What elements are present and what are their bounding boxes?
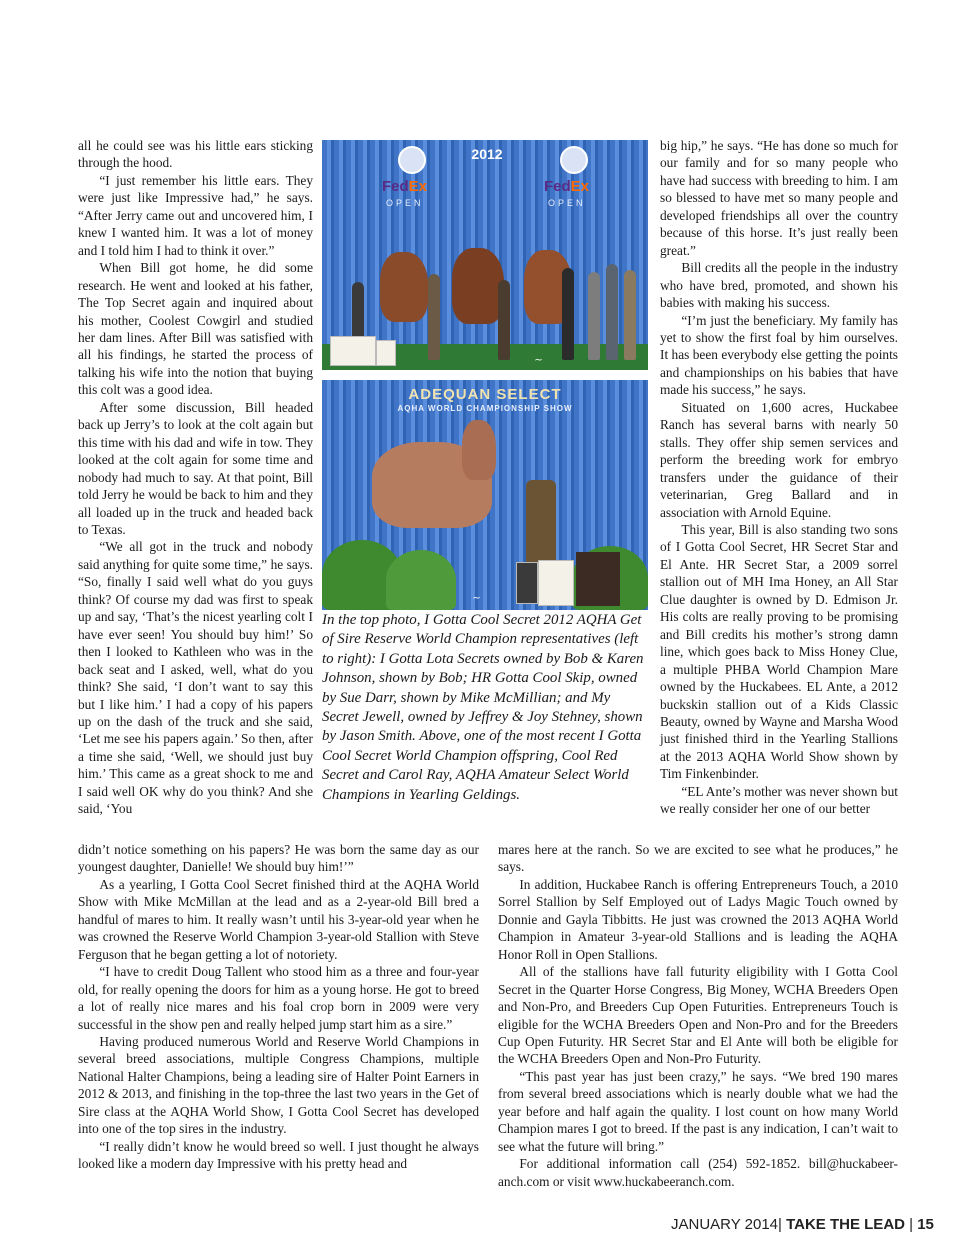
paragraph: “I’m just the beneficiary. My family has yet to show the first foal by him ourselves. It has been everybody else getting the points and championships on his babies that have made his success,” he says. [660,312,898,398]
award-jacket [576,552,620,606]
paragraph: big hip,” he says. “He has done so much for our family and for so many people who have had success with breeding to him. I am so blessed to have met so many people and developed friendships all over the country because of this horse. It’s just really been great.” [660,138,898,258]
page-footer [671,1216,946,1233]
paragraph: “I have to credit Doug Tallent who stood him as a three and four-year old, for really opening the doors for him as a young horse. He got to breed a lot of really nice mares and his foal crop born in 2009 were very successful in the show pen and really helped jump start him as a sire.” [78,964,479,1032]
open-banner-label: OPEN [386,198,424,208]
person-figure [498,280,510,360]
article-column-right [660,137,898,818]
article-column-left [78,137,313,818]
article-column-right-bottom [498,841,898,1190]
photo-year-label: 2012 [471,146,503,162]
aqha-horse-logo-icon [398,146,426,174]
paragraph: When Bill got home, he did some research. He went and looked at his father, The Top Secret again and inquired about his mother, Coolest Cowgirl and studied her dam lines. After Bill was satisfied with all his findings, he started the process of talking his wife into the notion that buying this colt was a good idea. [78,260,313,398]
paragraph: All of the stallions have fall futurity eligibility with I Gotta Cool Secret in the Quarter Horse Congress, Big Money, WCHA Breeders Open and Non-Pro, and Breeders Cup Open Futurities. Entrepreneurs Touch is eligible for the WCHA Breeders Open and Non-Pro and for the Breeders Cup Open Futurity. HR Secret Star and El Ante will both be eligible for the WCHA Breeders Open and Non-Pro Futurity. [498,964,898,1067]
world-champion-sign [538,560,574,606]
plant-decoration [386,550,456,610]
paragraph: This year, Bill is also standing two sons of I Gotta Cool Secret, HR Secret Star and El Ante. HR Secret Star, a 2009 sorrel stallion out of MH Ima Honey, an All Star Clue daughter is owned by D. Edmison Jr. His colts are really proving to be promising and Bill credits his mother’s strong damn line, which goes back to Miss Honey Clue, a multiple PHBA World Champion Mare owned by the Huckabees. EL Ante, a 2012 buckskin stallion out of a Kids Classic Beauty, owned by Wayne and Marsha Wood just finished third in the Yearling Stallions at the 2013 AQHA World Show shown by Tim Finkenbinder. [660,521,898,782]
paragraph: “This past year has just been crazy,” he says. “We bred 190 mares from several breed associations which is nearly double what we had the year before and half again the quality. I lost count on how many World Champion mares I got to breed. If the past is any indication, I can’t wait to see what the future will bring.” [498,1068,898,1154]
person-figure [428,274,440,360]
person-figure [624,270,636,360]
photographer-signature: ~ [534,353,544,366]
paragraph: Having produced numerous World and Reserve World Champions in several breed associations, multiple Congress Champions, multiple National Halter Champions, being a leading sire of Halter Point Earners in 2012 & 2013, and finishing in the top-three the last two years in the Get of Sire class at the AQHA World Show, I Gotta Cool Secret has developed into one of the top sires in the industry. [78,1033,479,1137]
page-number: 15 [917,1216,934,1233]
paragraph: Situated on 1,600 acres, Huckabee Ranch has several barns with nearly 50 stalls. They offer ship semen services and perform the breeding work for embryo transfers under the guidance of their veterinarian, Greg Ballard and in association with Arnold Equine. [660,399,898,520]
paragraph: After some discussion, Bill headed back up Jerry’s to look at the colt again but this time with his dad and wife in tow. They looked at the colt again for some time and nobody had much to say. At that point, Bill told Jerry he would be back to him and they all loaded up in the truck and headed back to Texas. [78,399,313,537]
paragraph: “I really didn’t know he would breed so well. I just thought he always looked like a modern day Impressive with his pretty head and [78,1138,479,1172]
photo-get-of-sire-group [322,140,648,370]
fedex-logo: FedEx [544,178,590,195]
horse-figure [462,420,496,480]
horse-figure [452,248,504,324]
paragraph: “EL Ante’s mother was never shown but we really consider her one of our better [660,783,898,817]
footer-issue-date: JANUARY 2014 [671,1216,779,1233]
photo-subbanner: AQHA WORLD CHAMPIONSHIP SHOW [397,404,573,413]
aqha-horse-logo-icon [560,146,588,174]
photo-banner: ADEQUAN SELECT [408,386,562,403]
paragraph: didn’t notice something on his papers? He was born the same day as our youngest daughter, Danielle! We should buy him!’” [78,842,479,875]
paragraph: “We all got in the truck and nobody said anything for quite some time,” he says. “So, finally I said well what do you guys think? Of course my dad was first to speak up and say, ‘That’s the nicest yearling colt I have ever seen! You should buy him!’ So then I looked to Kathleen who was in the back seat and I asked, well, what do you think? She said, ‘I don’t want to say this but I like him.’ I had a copy of his papers up on the dash of the truck and she said, ‘Let me see his papers again.’ So then, after a time she said, ‘Well, we should just buy him.’ This came as a great shock to me and I said well OK why do you think? And she said, ‘You [78,539,313,817]
paragraph: In addition, Huckabee Ranch is offering Entrepreneurs Touch, a 2010 Sorrel Stallion by Self Employed out of Ladys Magic Touch owned by Donnie and Gayla Tibbitts. He just was crowned the 2013 AQHA World Champion in Amateur 3-year-old Stallions and is leading the AQHA Honor Roll in Open Stallions. [498,876,898,962]
person-figure [588,272,600,360]
person-figure [606,264,618,360]
person-figure [562,268,574,360]
open-banner-label: OPEN [548,198,586,208]
photo-caption: In the top photo, I Gotta Cool Secret 2012 AQHA Get of Sire Reserve World Champion representatives (left to right): I Gotta Lota Secrets owned by Bob & Karen Johnson, shown by Bob; HR Gotta Cool Skip, owned by Sue Darr, shown by Mike McMillian; and My Secret Jewell, owned by Jeffrey & Joy Stehney, shown by Jason Smith. Above, one of the most recent I Gotta Cool Secret World Champion offspring, Cool Red Secret and Carol Ray, AQHA Amateur Select World Champions in Yearling Geldings. [322,612,644,803]
paragraph: For additional information call (254) 592-1852. bill@huckabeer-anch.com or visit www.huckabeeranch.com. [498,1156,898,1189]
photo-world-champion-gelding [322,380,648,610]
paragraph: all he could see was his little ears sticking through the hood. [78,138,313,171]
person-figure [526,480,556,570]
horse-figure [380,252,428,322]
fedex-logo: FedEx [382,178,428,195]
paragraph: “I just remember his little ears. They were just like Impressive had,” he says. “After Jerry came out and uncovered him, I knew I wanted him. It was a lot of money and I told him I had to think it over.” [78,172,313,258]
paragraph: Bill credits all the people in the industry who have bred, promoted, and shown his babies with making his success. [660,260,898,311]
award-trophy [516,562,538,604]
article-column-left-bottom [78,841,479,1173]
wcha-sign [376,340,396,366]
paragraph: mares here at the ranch. So we are excited to see what he produces,” he says. [498,842,898,875]
award-sign [330,336,376,366]
photographer-signature: ~ [472,591,482,604]
paragraph: As a yearling, I Gotta Cool Secret finished third at the AQHA World Show with Mike McMillan at the lead and as a 2-year-old Bill bred a handful of mares to him. It really wasn’t until his 3-year-old year when he was crowned the Reserve World Champion 3-year-old Stallion with Steve Ferguson that he began getting a lot of notoriety. [78,876,479,962]
footer-divider: | [904,1216,918,1233]
footer-divider: | [778,1216,787,1233]
footer-magazine-title: TAKE THE LEAD [786,1216,905,1233]
